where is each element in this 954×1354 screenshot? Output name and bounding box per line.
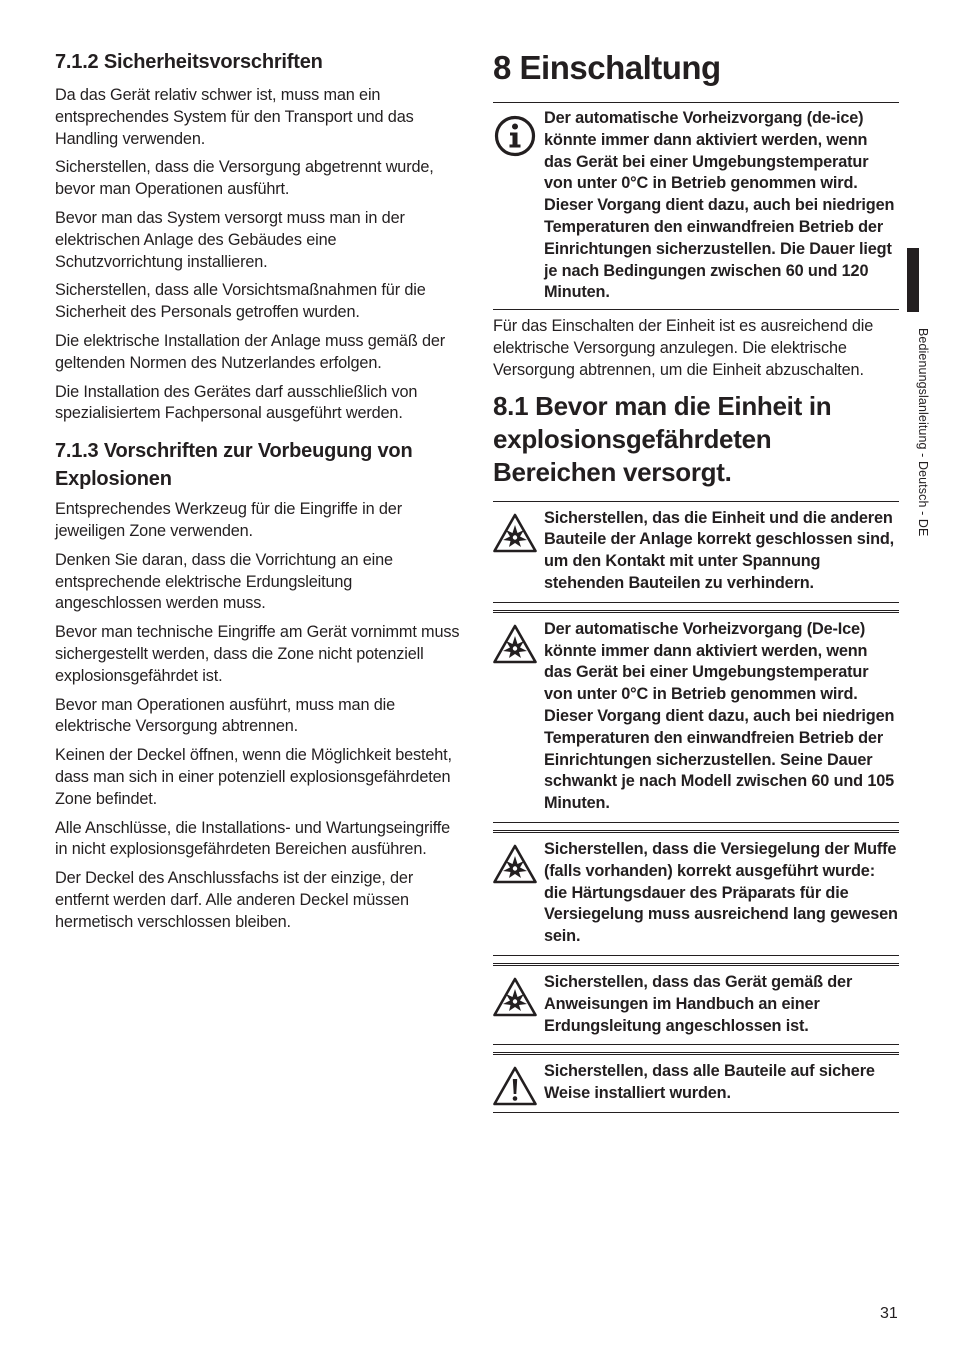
info-notice xyxy=(493,102,899,309)
section-heading-8-1: 8.1 Bevor man die Einheit in explosionsgefährdeten Bereichen versorgt. xyxy=(493,390,832,487)
warning-notice xyxy=(493,501,899,602)
warning-notice xyxy=(493,830,899,955)
divider xyxy=(493,1112,899,1113)
paragraph: Denken Sie daran, dass die Vorrichtung an eine entsprechende elektrische Erdungsleitung angeschlossen werden muss. xyxy=(55,550,393,613)
chapter-heading-8: 8 Einschaltung xyxy=(493,49,721,86)
paragraph: Bevor man das System versorgt muss man in der elektrischen Anlage des Gebäudes eine Schutzvorrichtung installieren. xyxy=(55,208,405,271)
paragraph: Sicherstellen, dass die Versorgung abgetrennt wurde, bevor man Operationen ausführt. xyxy=(55,158,434,199)
explosion-warning-icon xyxy=(493,513,537,553)
paragraph: Die elektrische Installation der Anlage muss gemäß der geltenden Normen des Nutzerlandes erfolgen. xyxy=(55,331,446,372)
warning-notice-text: Der automatische Vorheizvorgang (De-Ice) könnte immer dann aktiviert werden, wenn das Gerät bei einer Umgebungstemperatur von unter 0°C in Betrieb genommen wird. Dieser Vorgang dient dazu, auch bei niedrigen Temperaturen den einwandfreien Betrieb der Einrichtungen sicherzustellen. Seine Dauer schwankt je nach Modell zwischen 60 und 105 Minuten. xyxy=(544,619,895,813)
paragraph: Für das Einschalten der Einheit ist es ausreichend die elektrische Versorgung anzulegen. Die elektrische Versorgung abtrennen, um die Einheit abzuschalten. xyxy=(493,317,874,379)
paragraph: Sicherstellen, dass alle Vorsichtsmaßnahmen für die Sicherheit des Personals getroffen wurden. xyxy=(55,281,426,322)
warning-notice xyxy=(493,610,899,822)
explosion-warning-icon xyxy=(493,977,537,1017)
paragraph: Die Installation des Gerätes darf ausschließlich von spezialisiertem Fachpersonal ausgeführt werden. xyxy=(55,382,418,423)
page-number: 31 xyxy=(880,1305,898,1322)
explosion-warning-icon xyxy=(493,624,537,664)
sidebar-running-title: Bedienungslanleitung - Deutsch - DE xyxy=(916,328,930,537)
warning-notice-text: Sicherstellen, dass das Gerät gemäß der Anweisungen im Handbuch an einer Erdungsleitung angeschlossen ist. xyxy=(544,972,853,1035)
thumb-tab-marker xyxy=(907,248,919,312)
paragraph: Bevor man Operationen ausführt, muss man die elektrische Versorgung abtrennen. xyxy=(55,695,396,736)
general-warning-icon xyxy=(493,1066,537,1106)
paragraph: Der Deckel des Anschlussfachs ist der einzige, der entfernt werden darf. Alle anderen Deckel müssen hermetisch verschlossen bleiben. xyxy=(55,869,414,931)
divider xyxy=(493,309,899,310)
explosion-warning-icon xyxy=(493,844,537,884)
paragraph: Keinen der Deckel öffnen, wenn die Möglichkeit besteht, dass man sich in einer potenziell explosionsgefährdeten Zone befindet. xyxy=(55,746,452,808)
warning-notice-text: Sicherstellen, das die Einheit und die anderen Bauteile der Anlage korrekt geschlossen sind, um den Kontakt mit unter Spannung stehenden Bauteilen zu verhindern. xyxy=(544,508,895,592)
warning-notice-text: Sicherstellen, dass alle Bauteile auf sichere Weise installiert wurden. xyxy=(544,1062,875,1103)
paragraph: Alle Anschlüsse, die Installations- und Wartungseingriffe in nicht explosionsgefährdeten Bereichen ausführen. xyxy=(55,818,451,859)
paragraph: Bevor man technische Eingriffe am Gerät vornimmt muss sichergestellt werden, dass die Zone nicht potenziell explosionsgefährdet ist. xyxy=(55,623,460,685)
warning-notice-text: Sicherstellen, dass die Versiegelung der Muffe (falls vorhanden) korrekt ausgeführt wurde: die Härtungsdauer des Präparats für die Versiegelung muss ausreichend lang gewesen sein. xyxy=(544,839,898,946)
info-icon xyxy=(494,115,536,157)
warning-notice xyxy=(493,963,899,1044)
section-heading-7-1-2: 7.1.2 Sicherheitsvorschriften xyxy=(55,51,323,73)
left-column xyxy=(55,50,460,941)
info-notice-text: Der automatische Vorheizvorgang (de-ice) könnte immer dann aktiviert werden, wenn das Gerät bei einer Umgebungstemperatur von unter 0°C in Betrieb genommen wird. Dieser Vorgang dient dazu, auch bei niedrigen Temperaturen den einwandfreien Betrieb der Einrichtungen sicherzustellen. Die Dauer liegt je nach Bedingungen zwischen 60 und 120 Minuten. xyxy=(544,109,895,302)
right-column xyxy=(493,50,899,1113)
paragraph: Entsprechendes Werkzeug für die Eingriffe in der jeweiligen Zone verwenden. xyxy=(55,500,402,540)
warning-notice xyxy=(493,1052,899,1112)
section-heading-7-1-3: 7.1.3 Vorschriften zur Vorbeugung von Explosionen xyxy=(55,440,413,491)
paragraph: Da das Gerät relativ schwer ist, muss man ein entsprechendes System für den Transport und das Handling verwenden. xyxy=(55,86,414,148)
